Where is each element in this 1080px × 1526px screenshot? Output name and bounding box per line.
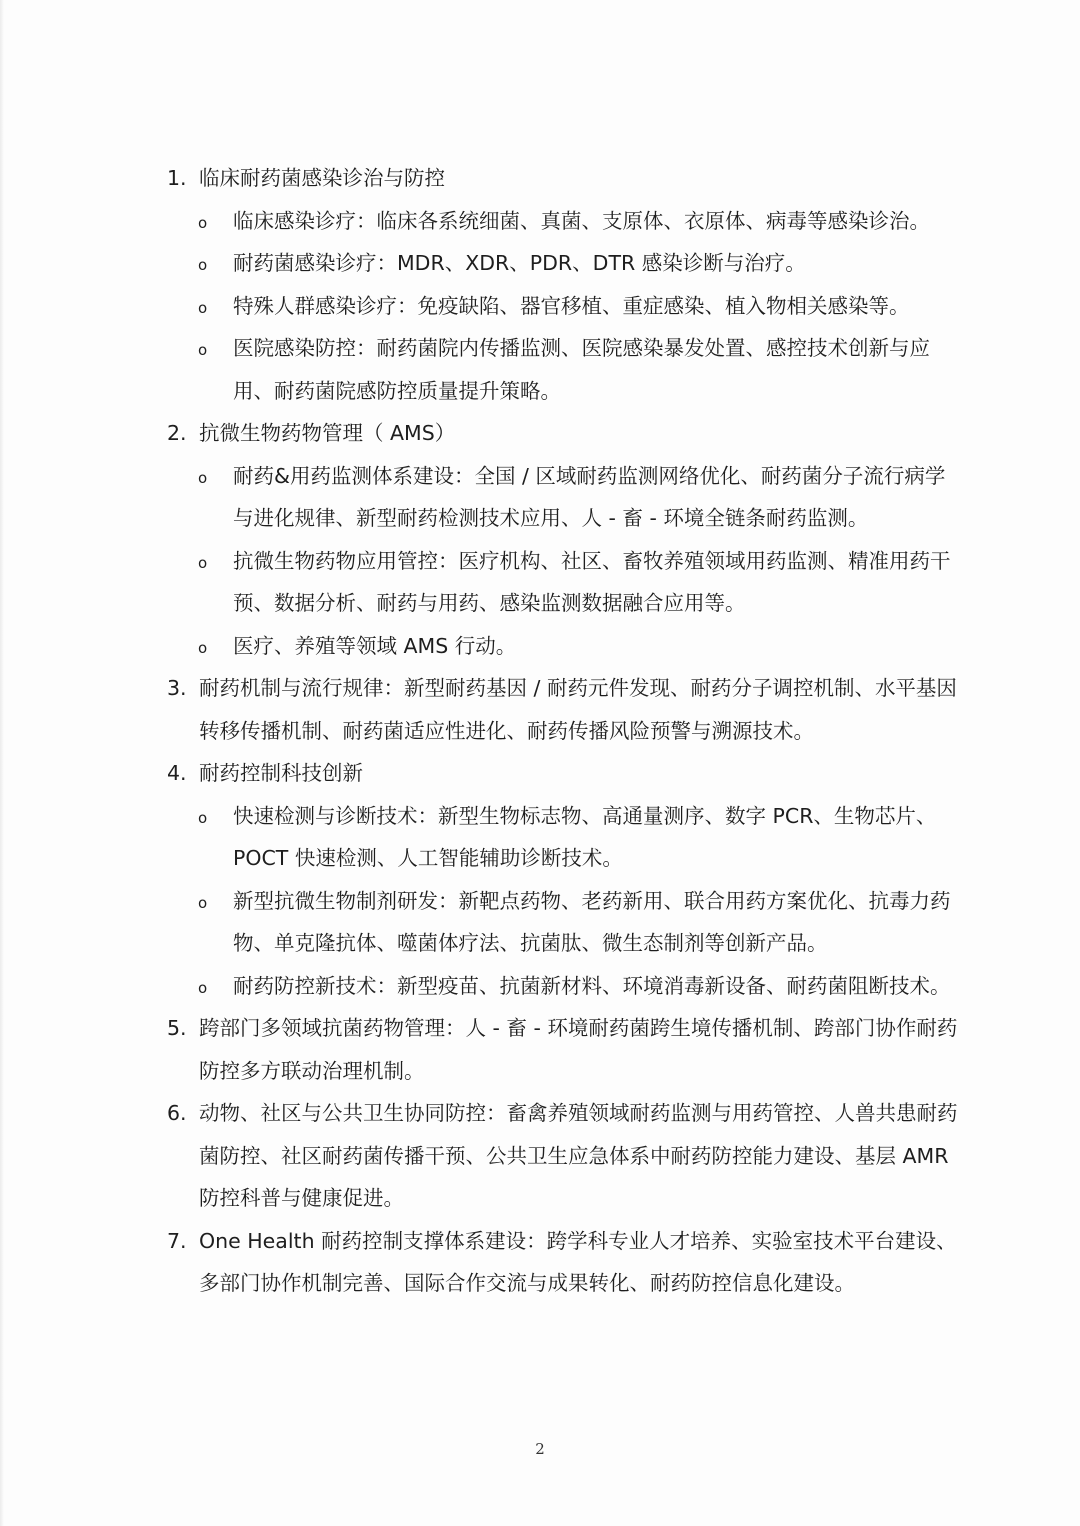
sub-item-text: 耐药&用药监测体系建设：全国 / 区域耐药监测网络优化、耐药菌分子流行病学与进化规律、新型耐药检测技术应用、人 - 畜 - 环境全链条耐药监测。 — [233, 463, 946, 530]
list-item-4 — [0, 752, 1080, 795]
bullet-icon: o — [198, 341, 208, 359]
item-text: 临床耐药菌感染诊治与防控 — [199, 166, 445, 190]
item-number: 1. — [167, 166, 187, 190]
sub-item-text: 医疗、养殖等领域 AMS 行动。 — [233, 633, 517, 658]
sub-item-text: 特殊人群感染诊疗：免疫缺陷、器官移植、重症感染、植入物相关感染等。 — [233, 293, 910, 318]
item-number: 5. — [167, 1016, 187, 1040]
item-text: 耐药控制科技创新 — [199, 761, 363, 785]
item-number: 7. — [167, 1228, 187, 1253]
page-number: 2 — [535, 1440, 545, 1458]
sub-item — [0, 540, 1080, 625]
item-text: 抗微生物药物管理（ AMS） — [199, 421, 456, 445]
sub-item — [0, 285, 1080, 328]
bullet-icon: o — [198, 468, 208, 487]
list-item-3 — [0, 667, 1080, 752]
sub-item — [0, 200, 1080, 243]
item-text: 跨部门多领域抗菌药物管理：人 - 畜 - 环境耐药菌跨生境传播机制、跨部门协作耐药防控多方联动治理机制。 — [199, 1016, 958, 1083]
bullet-icon: o — [198, 638, 208, 657]
item-number: 3. — [167, 676, 187, 700]
sub-item — [0, 327, 1080, 412]
sub-item-text: 新型抗微生物制剂研发：新靶点药物、老药新用、联合用药方案优化、抗毒力药物、单克隆抗体、噬菌体疗法、抗菌肽、微生态制剂等创新产品。 — [233, 888, 951, 955]
sub-item — [0, 795, 1080, 880]
sub-item — [0, 455, 1080, 540]
sub-item-text: 耐药菌感染诊疗：MDR、XDR、PDR、DTR 感染诊断与治疗。 — [233, 251, 806, 275]
topic-list — [0, 157, 1080, 1305]
list-item-1 — [0, 157, 1080, 200]
item-text: One Health 耐药控制支撑体系建设：跨学科专业人才培养、实验室技术平台建设、多部门协作机制完善、国际合作交流与成果转化、耐药防控信息化建设。 — [199, 1228, 957, 1295]
item-number: 6. — [167, 1101, 187, 1125]
sub-item — [0, 965, 1080, 1008]
sub-item — [0, 625, 1080, 668]
bullet-icon: o — [198, 213, 208, 232]
list-item-5 — [0, 1007, 1080, 1092]
sub-item-text: 耐药防控新技术：新型疫苗、抗菌新材料、环境消毒新设备、耐药菌阻断技术。 — [233, 973, 951, 998]
sub-item — [0, 880, 1080, 965]
item-number: 2. — [167, 421, 187, 445]
list-item-2 — [0, 412, 1080, 455]
item-text: 动物、社区与公共卫生协同防控：畜禽养殖领域耐药监测与用药管控、人兽共患耐药菌防控、社区耐药菌传播干预、公共卫生应急体系中耐药防控能力建设、基层 AMR 防控科普与健康促进。 — [199, 1101, 958, 1210]
bullet-icon: o — [198, 553, 208, 572]
bullet-icon: o — [198, 256, 208, 274]
sub-item-text: 医院感染防控：耐药菌院内传播监测、医院感染暴发处置、感控技术创新与应用、耐药菌院感防控质量提升策略。 — [233, 336, 930, 403]
sub-item-text: 抗微生物药物应用管控：医疗机构、社区、畜牧养殖领域用药监测、精准用药干预、数据分析、耐药与用药、感染监测数据融合应用等。 — [233, 548, 951, 615]
item-number: 4. — [167, 761, 187, 785]
bullet-icon: o — [198, 808, 208, 827]
sub-item-text: 快速检测与诊断技术：新型生物标志物、高通量测序、数字 PCR、生物芯片、POCT 快速检测、人工智能辅助诊断技术。 — [233, 803, 937, 870]
sub-item — [0, 242, 1080, 285]
bullet-icon: o — [198, 893, 208, 912]
list-item-6 — [0, 1092, 1080, 1220]
bullet-icon: o — [198, 978, 208, 997]
sub-item-text: 临床感染诊疗：临床各系统细菌、真菌、支原体、衣原体、病毒等感染诊治。 — [233, 208, 930, 233]
item-text: 耐药机制与流行规律：新型耐药基因 / 耐药元件发现、耐药分子调控机制、水平基因转移传播机制、耐药菌适应性进化、耐药传播风险预警与溯源技术。 — [199, 676, 957, 743]
bullet-icon: o — [198, 298, 208, 317]
list-item-7 — [0, 1220, 1080, 1305]
